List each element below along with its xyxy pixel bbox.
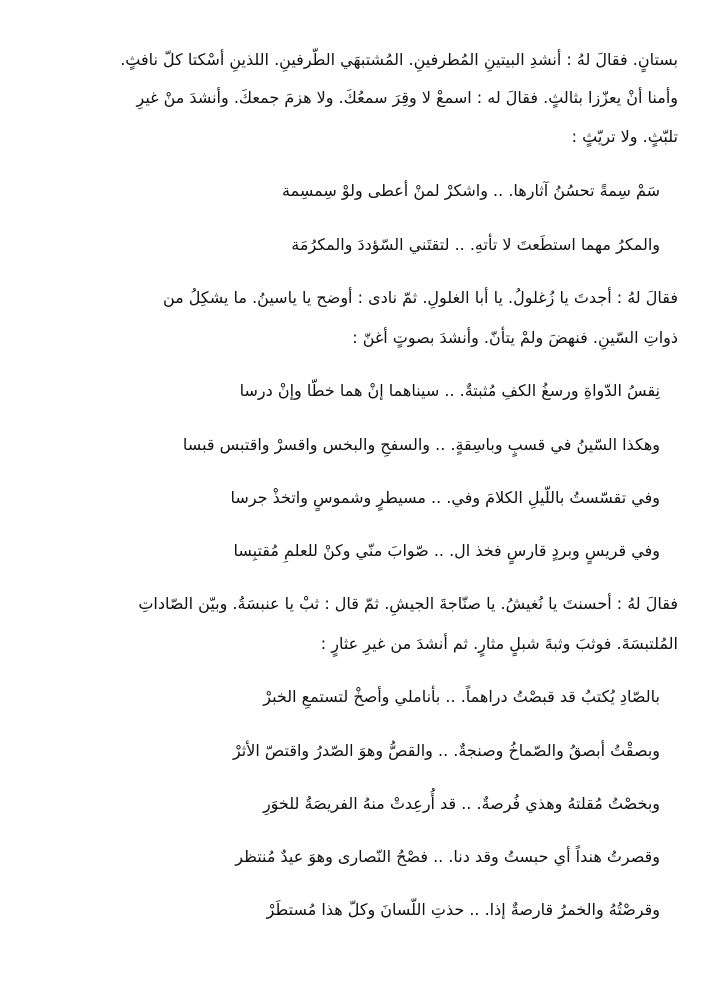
prose-line: ذواتِ السّينِ. فنهضَ ولمْ يتأنّ. وأنشدَ بصوتٍ أغنّ : — [352, 328, 678, 347]
prose-line: وأمنا أنْ يعزّزا بثالثٍ. فقالَ له : اسمعْ لا وقِرَ سمعُكَ. ولا هزمَ جمعكَ. وأنشدَ منْ غيرِ — [136, 88, 678, 107]
verse-line: وهكذا السّينُ في قسبٍ وباسِقةٍ. .. والسفحِ والبخس واقسرْ واقتبس قبسا — [182, 435, 660, 454]
verse-line: وقرصْتُهُ والخمرُ قارصةٌ إذا. .. حذتِ اللّسانَ وكلّ هذا مُستطَرْ — [266, 900, 660, 919]
verse-line: وفي قريسٍ وبردٍ قارسٍ فخذ ال. .. صّوابَ منّي وكنْ للعلمِ مُقتبِسا — [233, 541, 660, 560]
verse-line: بالصّادِ يُكتبُ قد قبصْتُ دراهماً. .. بأناملي وأصخْ لتستمعِ الخبرْ — [263, 687, 660, 706]
prose-line: فقالَ لهُ : أحسنتَ يا نُغيشُ. يا صنّاجةَ الجيشِ. ثمّ قال : ثبْ يا عنبسَةُ. وبيّن الصّاداتِ — [138, 594, 678, 613]
verse-line: وبصقْتُ أبصقُ والصّماخُ وصنجةٌ. .. والقصُّ وهوَ الصّدرُ واقتصّ الأثرْ — [232, 741, 660, 760]
verse-line: والمكرُ مهما استطَعتَ لا تأتهِ. .. لتقتَني السّؤددَ والمكرُمَة — [291, 235, 660, 254]
verse-line: سَمْ سِمةً تحسُنُ آثارها. .. واشكرْ لمنْ أعطى ولوْ سِمسِمة — [282, 181, 660, 200]
prose-line: تلبّثٍ. ولا تريّثٍ : — [571, 127, 678, 146]
prose-line: بستانٍ. فقالَ لهُ : أنشدِ البيتينِ المُطرفينِ. المُشتبهَي الطّرفينِ. اللذينِ أسْكتا كلّ نافثٍ. — [120, 50, 678, 69]
verse-line: نِقسُ الدّواةِ ورسغُ الكفِ مُثبتةٌ. .. سيناهما إنْ هما خطّا وإنْ درسا — [239, 381, 660, 400]
verse-line: وبخصْتُ مُقلتهُ وهذي فُرصةٌ. .. قد أُرعِدتْ منهُ الفريصَةُ للخوَرِ — [262, 794, 660, 813]
prose-line: فقالَ لهُ : أجدتَ يا زُغلولُ. يا أبا الغلولِ. ثمّ نادى : أوضح يا ياسينُ. ما يشكِلُ من — [162, 288, 678, 307]
verse-line: وفي تقسّستُ باللّيلِ الكلامَ وفي. .. مسيطرٍ وشموسٍ واتخذْ جرسا — [230, 488, 660, 507]
prose-line: المُلتبسَةَ. فوثبَ وثبةَ شبلٍ مثارٍ. ثم أنشدَ من غيرِ عثارٍ : — [320, 634, 678, 653]
verse-line: وقصرتُ هنداً أي حبستُ وقد دنا. .. فصْحُ النّصارى وهوَ عيدٌ مُنتظر — [235, 847, 660, 866]
